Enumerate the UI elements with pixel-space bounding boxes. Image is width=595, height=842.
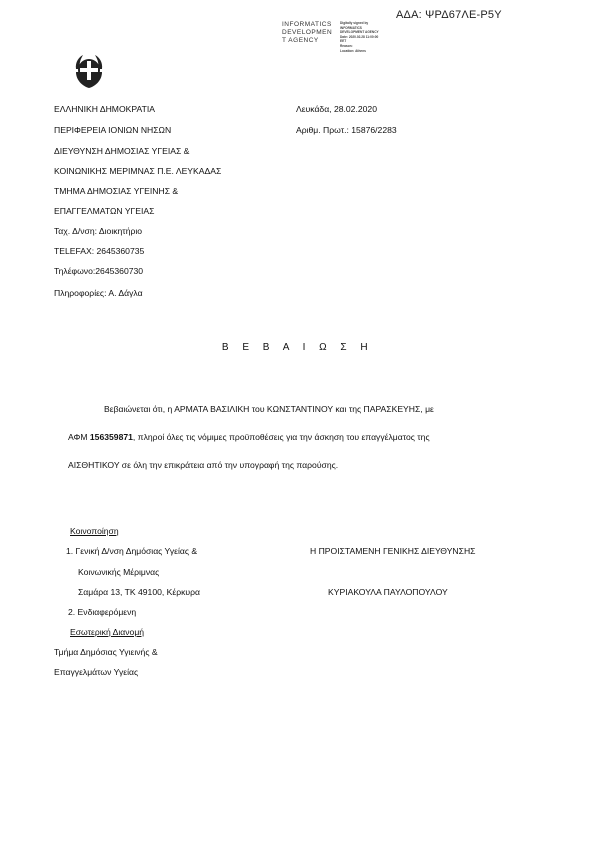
signature-details (340, 21, 379, 53)
body-line-2 (68, 432, 430, 442)
cc-item-1-line-1: 1. Γενική Δ/νση Δημόσιας Υγείας & (66, 546, 198, 556)
sig-detail-1: Digitally signed by (340, 21, 369, 25)
internal-line-1: Τμήμα Δημόσιας Υγιεινής & (54, 647, 158, 657)
sig-detail-7: Location: Athens (340, 48, 366, 53)
header-line-1: ΕΛΛΗΝΙΚΗ ΔΗΜΟΚΡΑΤΙΑ (54, 104, 155, 114)
body-line-2-rest: , πληροί όλες τις νόμιμες προϋποθέσεις για την άσκηση του επαγγέλματος της (132, 432, 430, 442)
header-info: Πληροφορίες: Α. Δάγλα (54, 288, 143, 298)
signatory-name: ΚΥΡΙΑΚΟΥΛΑ ΠΑΥΛΟΠΟΥΛΟΥ (328, 587, 448, 597)
body-line-1: Βεβαιώνεται ότι, η ΑΡΜΑΤΑ ΒΑΣΙΛΙΚΗ του ΚΩΝΣΤΑΝΤΙΝΟΥ και της ΠΑΡΑΣΚΕΥΗΣ, με (104, 404, 434, 414)
ada-code: ΑΔΑ: ΨΡΔ67ΛΕ-Ρ5Υ (396, 9, 502, 21)
header-address: Ταχ. Δ/νση: Διοικητήριο (54, 226, 143, 236)
sig-detail-2: INFORMATICS (340, 25, 362, 30)
body-line-3: ΑΙΣΘΗΤΙΚΟΥ σε όλη την επικράτεια από την υπογραφή της παρούσης. (68, 460, 339, 470)
sig-detail-4: Date: 2020.02.28 11:00:00 (340, 34, 379, 39)
place-date: Λευκάδα, 28.02.2020 (296, 104, 377, 114)
sig-detail-3: DEVELOPMENT AGENCY (340, 30, 379, 35)
sig-detail-5: EET (340, 39, 347, 44)
signatory-role: Η ΠΡΟΙΣΤΑΜΕΝΗ ΓΕΝΙΚΗΣ ΔΙΕΥΘΥΝΣΗΣ (310, 546, 476, 556)
logo-line-2: DEVELOPMEN (282, 29, 333, 36)
afm-label: ΑΦΜ (68, 432, 88, 442)
cc-label: Κοινοποίηση (70, 526, 119, 536)
header-line-4: ΚΟΙΝΩΝΙΚΗΣ ΜΕΡΙΜΝΑΣ Π.Ε. ΛΕΥΚΑΔΑΣ (54, 166, 222, 176)
cc-item-2: 2. Ενδιαφερόμενη (68, 607, 137, 617)
header-line-2: ΠΕΡΙΦΕΡΕΙΑ ΙΟΝΙΩΝ ΝΗΣΩΝ (54, 125, 172, 135)
signature-logo-text (282, 21, 332, 45)
page-title: Β Ε Β Α Ι Ω Σ Η (221, 342, 374, 353)
sig-detail-6: Reason: (340, 43, 353, 48)
header-telefax: TELEFAX: 2645360735 (54, 246, 145, 256)
cc-item-1-line-2: Κοινωνικής Μέριμνας (78, 567, 160, 577)
afm-number: 156359871 (89, 432, 133, 442)
header-line-3: ΔΙΕΥΘΥΝΣΗ ΔΗΜΟΣΙΑΣ ΥΓΕΙΑΣ & (54, 146, 190, 156)
protocol-number: Αριθμ. Πρωτ.: 15876/2283 (296, 125, 397, 135)
header-line-6: ΕΠΑΓΓΕΛΜΑΤΩΝ ΥΓΕΙΑΣ (54, 206, 155, 216)
header-phone: Τηλέφωνο:2645360730 (54, 266, 144, 276)
logo-line-1: INFORMATICS (282, 21, 332, 28)
cc-item-1-line-3: Σαμάρα 13, ΤΚ 49100, Κέρκυρα (78, 587, 200, 597)
internal-line-2: Επαγγελμάτων Υγείας (54, 667, 139, 677)
internal-distribution-label: Εσωτερική Διανομή (70, 627, 145, 637)
greek-emblem-icon (70, 52, 108, 90)
header-line-5: ΤΜΗΜΑ ΔΗΜΟΣΙΑΣ ΥΓΕΙΝΗΣ & (54, 186, 179, 196)
logo-line-3: T AGENCY (282, 37, 319, 44)
